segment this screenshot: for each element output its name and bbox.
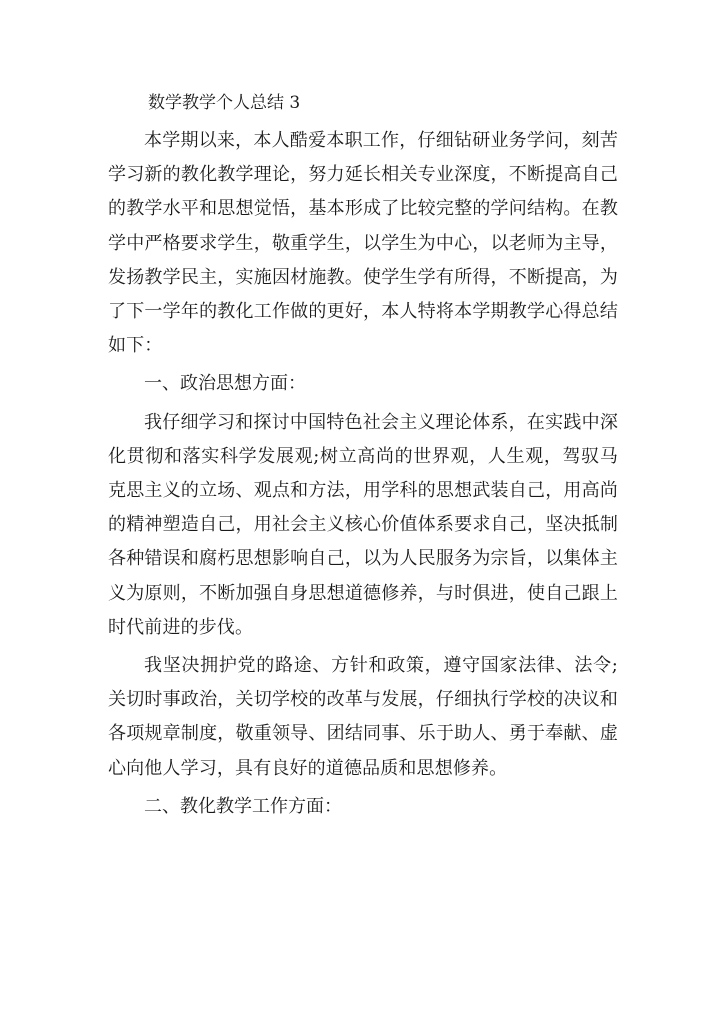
document-title: 数学教学个人总结 3 (148, 93, 301, 113)
section-heading-teaching: 二、教化教学工作方面： (144, 795, 342, 817)
document-body (108, 88, 618, 828)
politics-paragraph-2: 我坚决拥护党的路途、方针和政策，遵守国家法律、法令;关切时事政治，关切学校的改革与发展，仔细执行学校的决议和各项规章制度，敬重领导、团结同事、乐于助人、勇于奉献、虚心向他人学习，具有良好的道德品质和思想修养。 (108, 655, 618, 779)
intro-paragraph: 本学期以来，本人酷爱本职工作，仔细钻研业务学问，刻苦学习新的教化教学理论，努力延长相关专业深度，不断提高自己的教学水平和思想觉悟，基本形成了比较完整的学问结构。在教学中严格要求学生，敬重学生，以学生为中心，以老师为主导，发扬教学民主，实施因材施教。使学生学有所得，不断提高，为了下一学年的教化工作做的更好，本人特将本学期教学心得总结如下： (108, 130, 618, 357)
politics-paragraph-1: 我仔细学习和探讨中国特色社会主义理论体系，在实践中深化贯彻和落实科学发展观;树立高尚的世界观，人生观，驾驭马克思主义的立场、观点和方法，用学科的思想武装自己，用高尚的精神塑造自己，用社会主义核心价值体系要求自己，坚决抵制各种错误和腐朽思想影响自己，以为人民服务为宗旨，以集体主义为原则，不断加强自身思想道德修养，与时俱进，使自己跟上时代前进的步伐。 (108, 411, 618, 638)
section-heading-politics: 一、政治思想方面： (144, 373, 306, 395)
